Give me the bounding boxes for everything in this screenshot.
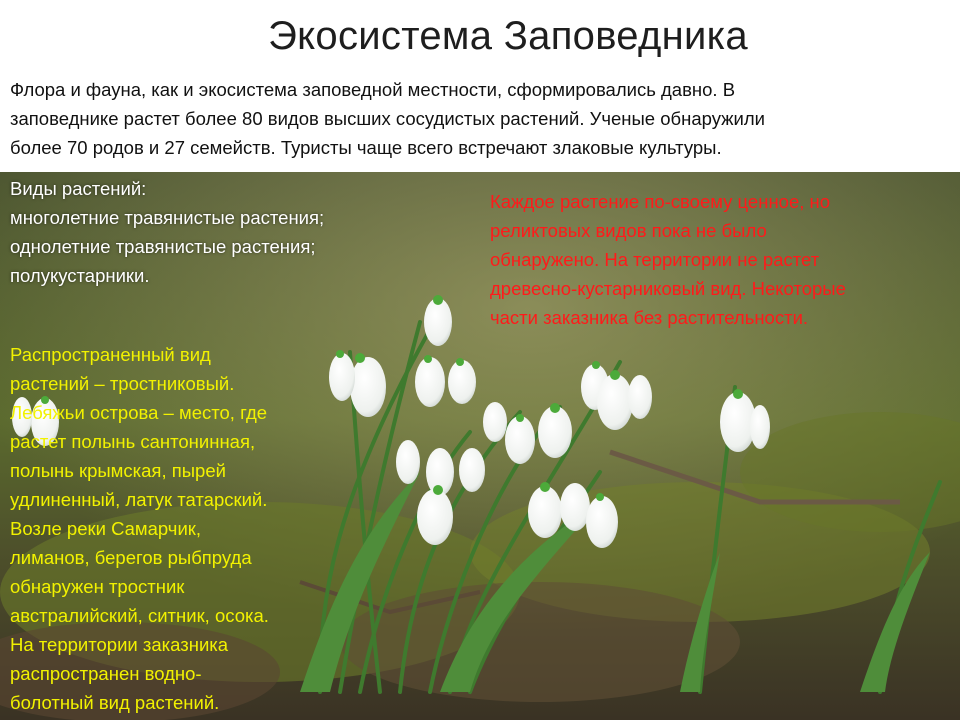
- plant-types-line: однолетние травянистые растения;: [10, 236, 316, 257]
- species-note-line: лиманов, берегов рыбпруда: [10, 547, 252, 568]
- slide-title: Экосистема Заповедника: [268, 14, 748, 58]
- species-note-line: австралийский, ситник, осока.: [10, 605, 269, 626]
- relict-note-line: реликтовых видов пока не было: [490, 220, 767, 241]
- intro-line: заповеднике растет более 80 видов высших сосудистых растений. Ученые обнаружили: [10, 108, 766, 129]
- relict-note-line: древесно-кустарниковый вид. Некоторые: [490, 278, 846, 299]
- common-species-note: [10, 340, 340, 717]
- species-note-line: обнаружен тростник: [10, 576, 185, 597]
- species-note-line: Распространенный вид: [10, 344, 211, 365]
- species-note-line: болотный вид растений.: [10, 692, 220, 713]
- intro-paragraph: [10, 75, 945, 162]
- relict-species-note: [490, 187, 940, 332]
- species-note-line: полынь крымская, пырей: [10, 460, 226, 481]
- relict-note-line: Каждое растение по-своему ценное, но: [490, 191, 831, 212]
- species-note-line: растений – тростниковый.: [10, 373, 235, 394]
- species-note-line: распространен водно-: [10, 663, 202, 684]
- intro-line: более 70 родов и 27 семейств. Туристы чаще всего встречают злаковые культуры.: [10, 137, 722, 158]
- relict-note-line: части заказника без растительности.: [490, 307, 809, 328]
- intro-line: Флора и фауна, как и экосистема заповедной местности, сформировались давно. В: [10, 79, 736, 100]
- species-note-line: удлиненный, латук татарский.: [10, 489, 268, 510]
- plant-types-line: полукустарники.: [10, 265, 150, 286]
- relict-note-line: обнаружено. На территории не растет: [490, 249, 820, 270]
- species-note-line: Возле реки Самарчик,: [10, 518, 202, 539]
- species-note-line: растет полынь сантонинная,: [10, 431, 256, 452]
- species-note-line: Лебяжьи острова – место, где: [10, 402, 268, 423]
- plant-types-list: [10, 174, 324, 290]
- plant-types-line: многолетние травянистые растения;: [10, 207, 325, 228]
- plant-types-line: Виды растений:: [10, 178, 147, 199]
- species-note-line: На территории заказника: [10, 634, 229, 655]
